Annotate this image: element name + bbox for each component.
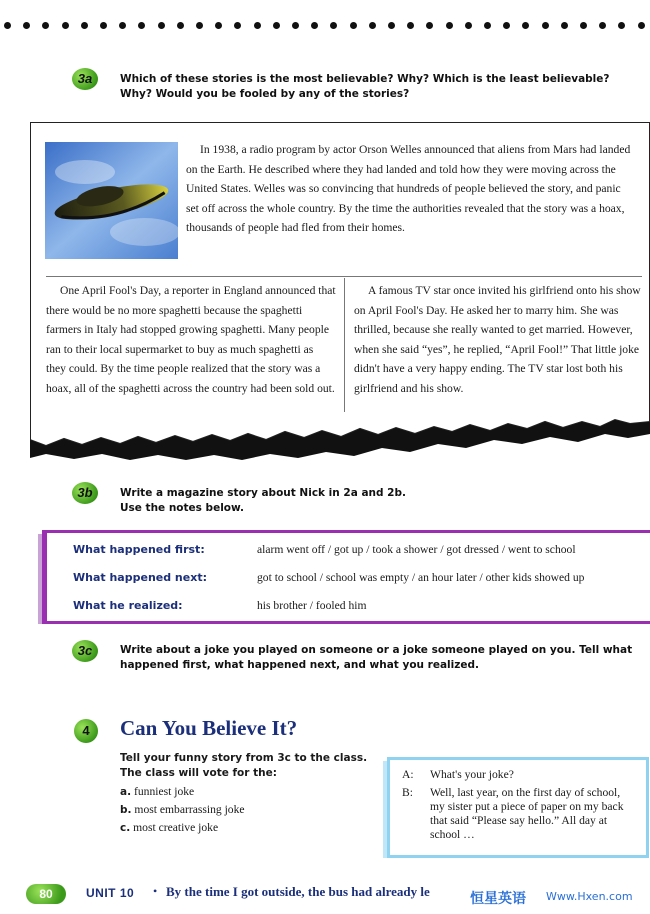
border-dot: [81, 22, 88, 29]
ufo-photo: [45, 142, 178, 259]
border-dot: [446, 22, 453, 29]
border-dot: [638, 22, 645, 29]
story-orson-welles: In 1938, a radio program by actor Orson Welles announced that aliens from Mars had landed on the Earth. He described where they had landed and told how they were moving across the United States. Welles was so convincing that hundreds of people believed the story, and panic set off across the whole country. By the time the authorities revealed that the story was a hoax, thousands of people had fled from their homes.: [186, 143, 631, 235]
note-value: alarm went off / got up / took a shower / got dressed / went to school: [257, 543, 576, 556]
option-text: funniest joke: [133, 785, 195, 798]
option-letter: c.: [120, 822, 131, 834]
border-dot: [484, 22, 491, 29]
dialog-speaker: B:: [402, 786, 413, 799]
note-label: What happened first:: [73, 543, 205, 556]
border-dot: [465, 22, 472, 29]
border-dot: [580, 22, 587, 29]
watermark-logo: 恒星英语: [470, 891, 526, 907]
border-dot: [23, 22, 30, 29]
border-dot: [426, 22, 433, 29]
option-a: [120, 784, 380, 800]
option-letter: a.: [120, 786, 132, 798]
section-4-instruction: Tell your funny story from 3c to the class. The class will vote for the:: [120, 752, 368, 779]
dialog-line-a: [402, 768, 638, 782]
border-dot: [215, 22, 222, 29]
section-4-title: Can You Believe It?: [120, 716, 298, 740]
border-dot: [407, 22, 414, 29]
note-label: What happened next:: [73, 571, 207, 584]
border-dot: [196, 22, 203, 29]
border-dot: [599, 22, 606, 29]
border-dot: [350, 22, 357, 29]
border-dot: [62, 22, 69, 29]
border-dot: [330, 22, 337, 29]
watermark-url: Www.Hxen.com: [546, 890, 633, 903]
badge-4: 4: [74, 719, 98, 743]
note-value: his brother / fooled him: [257, 599, 367, 612]
border-dot: [42, 22, 49, 29]
option-text: most embarrassing joke: [134, 803, 245, 816]
footer-bullet: •: [153, 884, 158, 898]
instruction-3b-line1: Write a magazine story about Nick in 2a and 2b.: [120, 487, 406, 499]
option-letter: b.: [120, 804, 132, 816]
border-dot: [292, 22, 299, 29]
border-dot: [618, 22, 625, 29]
border-dot: [138, 22, 145, 29]
footer-title: By the time I got outside, the bus had already le: [166, 884, 430, 899]
option-text: most creative joke: [133, 821, 219, 834]
dialog-box: [387, 757, 649, 858]
instruction-3c: Write about a joke you played on someone or a joke someone played on you. Tell what happened first, what happened next, and what you realized.: [120, 644, 633, 671]
story-tv-star: A famous TV star once invited his girlfriend onto his show on April Fool's Day. He asked her to marry him. She was thrilled, because she really wanted to get married. However, when she said “yes”, he replied, “April Fool!” That little joke didn't have a very happy ending. The TV star lost both his girlfriend and his show.: [354, 284, 641, 395]
border-dot: [311, 22, 318, 29]
border-dot: [561, 22, 568, 29]
border-dot: [542, 22, 549, 29]
instruction-3a: Which of these stories is the most believable? Why? Which is the least believable? Why? Would you be fooled by any of the stories?: [120, 73, 610, 100]
border-dot: [522, 22, 529, 29]
divider-vertical: [344, 278, 345, 412]
border-dot: [254, 22, 261, 29]
divider-horizontal: [46, 276, 642, 277]
border-dot: [503, 22, 510, 29]
border-dot: [158, 22, 165, 29]
option-b: [120, 802, 380, 818]
border-dot: [234, 22, 241, 29]
border-dot: [388, 22, 395, 29]
notes-box: [42, 530, 650, 624]
option-c: [120, 820, 380, 836]
border-dot: [273, 22, 280, 29]
border-dot: [4, 22, 11, 29]
page-number: 80: [26, 884, 66, 904]
badge-3b: 3b: [72, 482, 98, 504]
note-label: What he realized:: [73, 599, 183, 612]
border-dot: [100, 22, 107, 29]
unit-label: UNIT 10: [86, 886, 135, 900]
instruction-3b-line2: Use the notes below.: [120, 502, 245, 514]
dotted-border: [0, 22, 650, 32]
dialog-speaker: A:: [402, 768, 414, 781]
note-value: got to school / school was empty / an hour later / other kids showed up: [257, 571, 585, 584]
border-dot: [177, 22, 184, 29]
dialog-line-b: [402, 786, 638, 846]
badge-3a: 3a: [72, 68, 98, 90]
border-dot: [119, 22, 126, 29]
badge-3c: 3c: [72, 640, 98, 662]
dialog-text: Well, last year, on the first day of school, my sister put a piece of paper on my back that said “Please say hello.” All day at school …: [430, 786, 624, 841]
dialog-text: What's your joke?: [430, 768, 514, 781]
story-spaghetti: One April Fool's Day, a reporter in England announced that there would be no more spaghetti because the spaghetti farmers in Italy had stopped growing spaghetti. Many people ran to their local supermarket to buy as much spaghetti as they could. By the time people realized that the story was a hoax, all of the spaghetti across the country had been sold out.: [46, 284, 336, 395]
section-4-instructions: [120, 751, 380, 836]
border-dot: [369, 22, 376, 29]
